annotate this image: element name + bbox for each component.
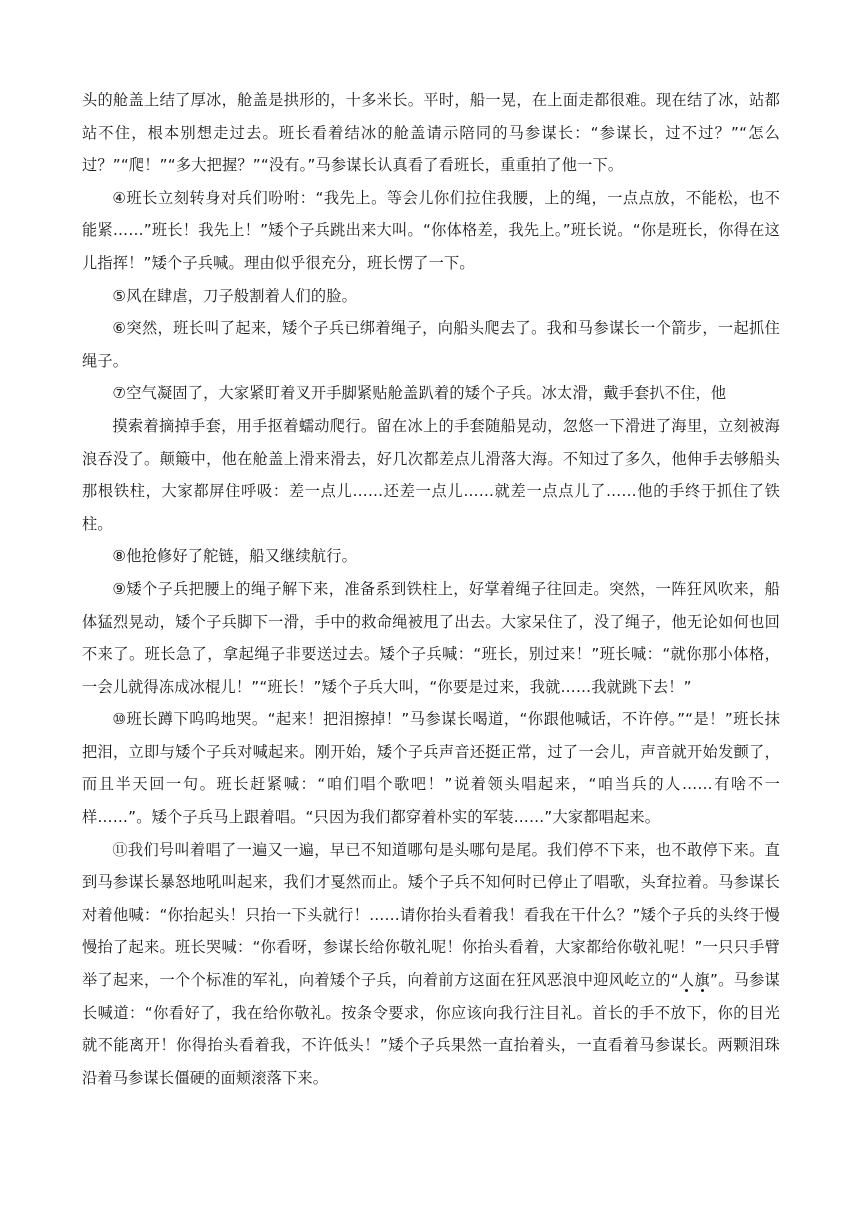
paragraph-7: ⑦空气凝固了，大家紧盯着叉开手脚紧贴舱盖趴着的矮个子兵。冰太滑，戴手套扒不住，他 [112,384,727,403]
paragraph-continued: 头的舱盖上结了厚冰，舱盖是拱形的，十多米长。平时，船一晃，在上面走都很难。现在结了冰，站都站不住，根本别想走过去。班长看着结冰的舱盖请示陪同的马参谋长：“参谋长，过不过？”“怎么过？”“爬！”“多大把握？”“没有。”马参谋长认真看了看班长，重重拍了他一下。 [82,91,780,175]
paragraph-9: ⑨矮个子兵把腰上的绳子解下来，准备系到铁柱上，好掌着绳子往回走。突然，一阵狂风吹来，船体猛烈晃动，矮个子兵脚下一滑，手中的救命绳被甩了出去。大家呆住了，没了绳子，他无论如何也回不来了。班长急了，拿起绳子非要送过去。矮个子兵喊：“班长，别过来！”班长喊：“就你那小体格，一会儿就得冻成冰棍儿！”“班长！”矮个子兵大叫，“你要是过来，我就……我就跳下去！” [82,579,780,696]
emphasized-char-ren: 人 [678,971,695,990]
paragraph-4: ④班长立刻转身对兵们吩咐：“我先上。等会儿你们拉住我腰，上的绳，一点点放，不能松，也不能紧……”班长！我先上！”矮个子兵跳出来大叫。“你体格差，我先上。”班长说。“你是班长，你得在这儿指挥！”矮个子兵喊。理由似乎很充分，班长愣了一下。 [82,188,780,272]
paragraph-10: ⑩班长蹲下呜呜地哭。“起来！把泪擦掉！”马参谋长喝道，“你跟他喊话，不许停。”“是！”班长抹把泪，立即与矮个子兵对喊起来。刚开始，矮个子兵声音还挺正常，过了一会儿，声音就开始发颤了，而且半天回一句。班长赶紧喊：“咱们唱个歌吧！”说着领头唱起来，“咱当兵的人……有啥不一样……”。矮个子兵马上跟着唱。“只因为我们都穿着朴实的军装……”大家都唱起来。 [82,710,780,827]
paragraph-11-part-2: ”。马参谋长喊道：“你看好了，我在给你敬礼。按条令要求，你应该向我行注目礼。首长的手不放下，你的目光就不能离开！你得抬头看着我，不许低头！”矮个子兵果然一直抬着头，一直看着马参谋长。两颗泪珠沿着马参谋长僵硬的面颊滚落下来。 [82,971,780,1087]
paragraph-8: ⑧他抢修好了舵链，船又继续航行。 [112,547,358,566]
paragraph-5: ⑤风在肆虐，刀子般割着人们的脸。 [112,286,358,305]
paragraph-7-continued: 摸索着摘掉手套，用手抠着蠕动爬行。留在冰上的手套随船晃动，忽悠一下滑进了海里，立刻被海浪吞没了。颠簸中，他在舱盖上滑来滑去，好几次都差点儿滑落大海。不知过了多久，他伸手去够船头那根铁柱，大家都屏住呼吸：差一点儿……还差一点儿……就差一点点儿了……他的手终于抓住了铁柱。 [82,416,780,533]
paragraph-6: ⑥突然，班长叫了起来，矮个子兵已绑着绳子，向船头爬去了。我和马参谋长一个箭步，一起抓住绳子。 [82,319,780,370]
emphasized-char-qi: 旗 [694,971,710,990]
paragraph-11 [82,834,780,1095]
paragraph-11-part-1: ⑪我们号叫着唱了一遍又一遍，早已不知道哪句是头哪句是尾。我们停不下来，也不敢停下来。直到马参谋长暴怒地吼叫起来，我们才戛然而止。矮个子兵不知何时已停止了唱歌，头耷拉着。马参谋长对着他喊：“你抬起头！只抬一下头就行！……请你抬头看着我！看我在干什么？”矮个子兵的头终于慢慢抬了起来。班长哭喊：“你看呀，参谋长给你敬礼呢！你抬头看着，大家都给你敬礼呢！”一只只手臂举了起来，一个个标准的军礼，向着矮个子兵，向着前方这面在狂风恶浪中迎风屹立的“ [82,840,780,990]
